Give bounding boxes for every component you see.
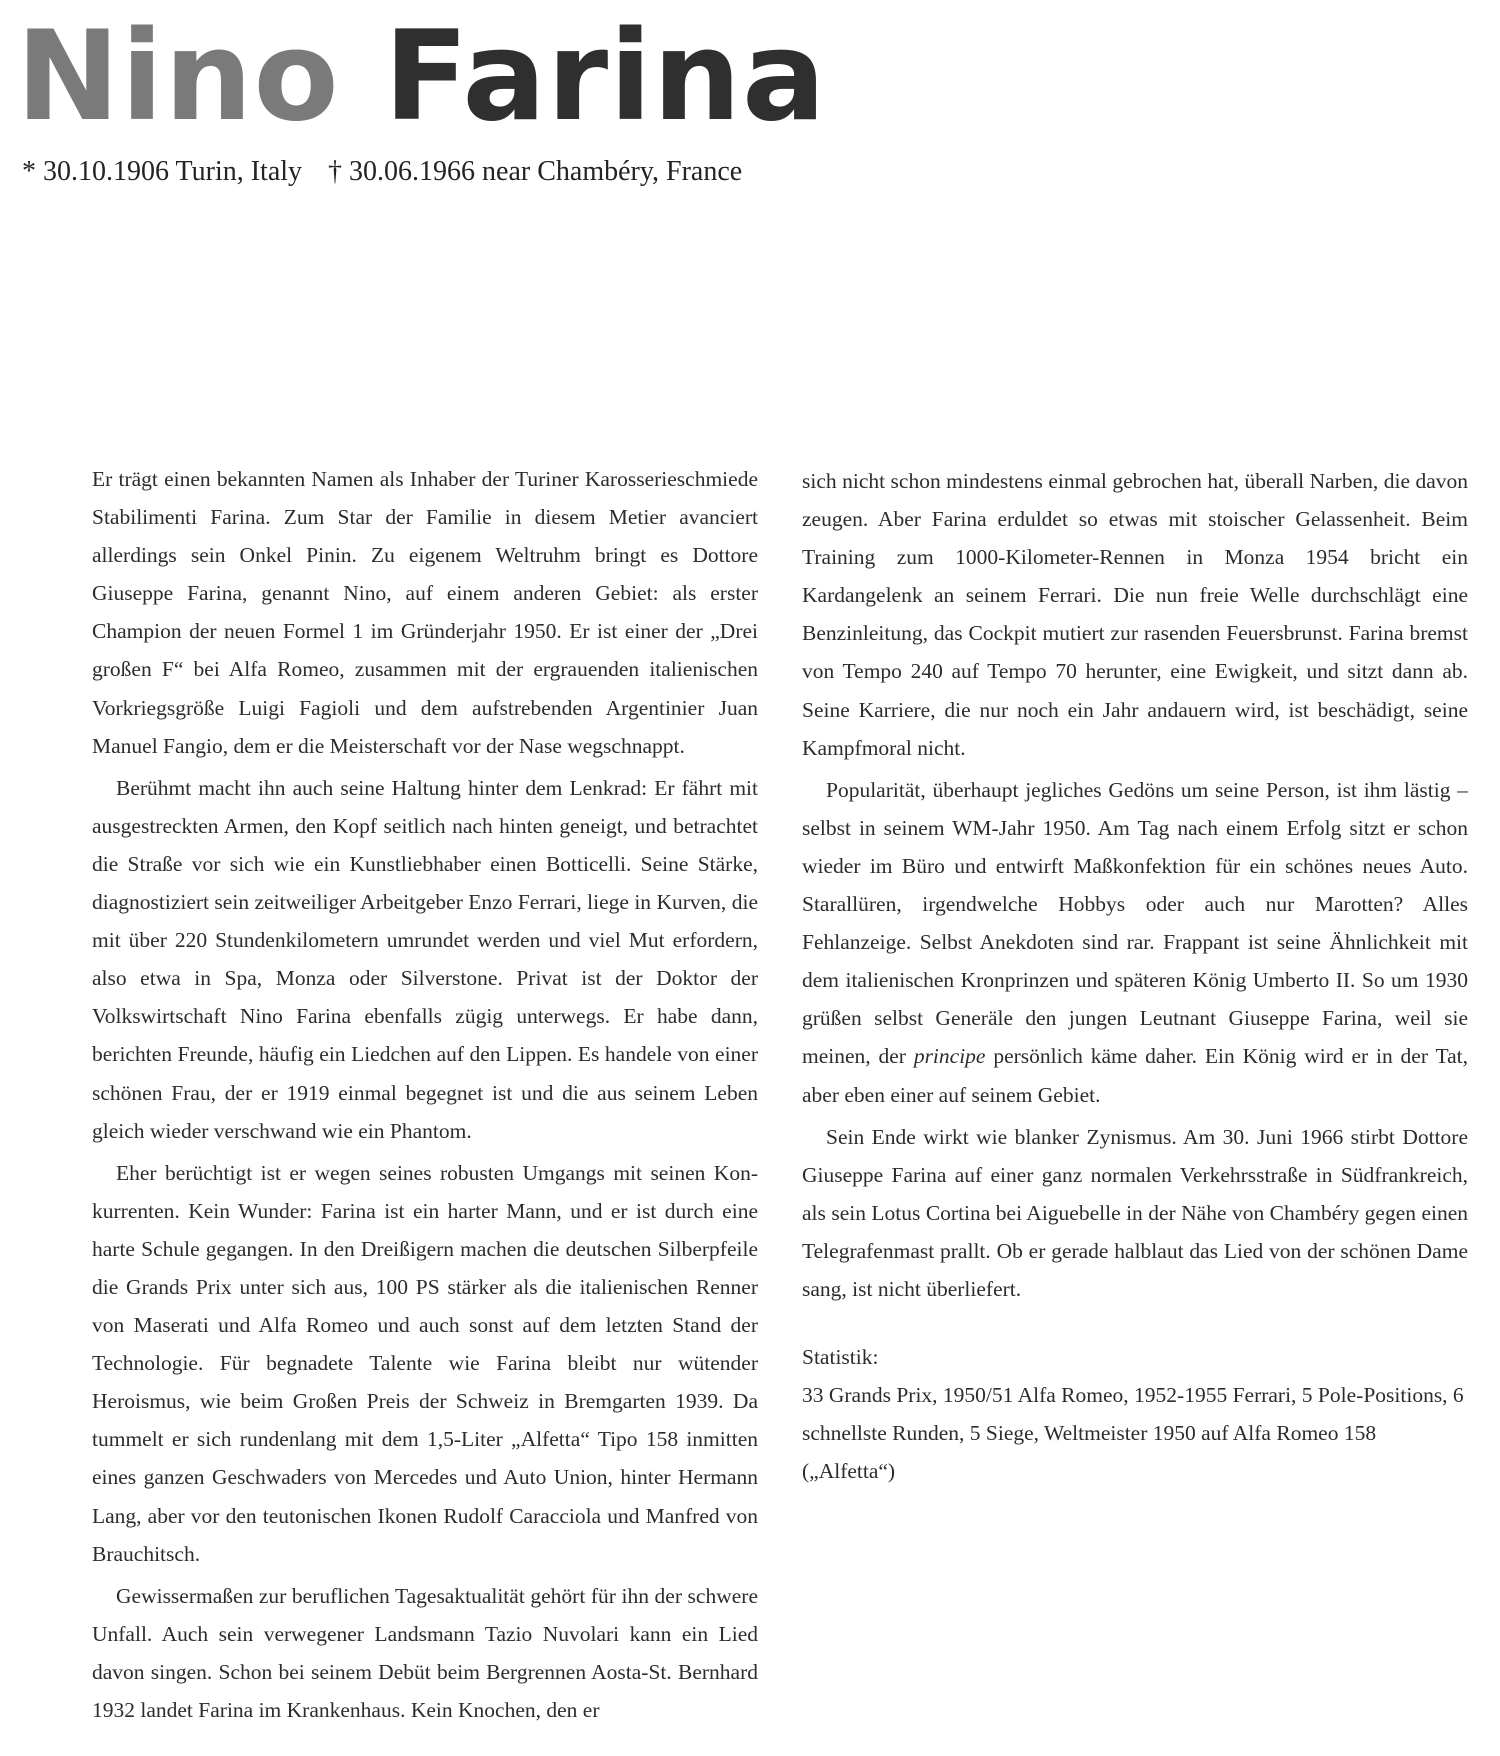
birth-info: * 30.10.1906 Turin, Italy <box>22 156 303 187</box>
article-paragraph-4-continued: sich nicht schon mindestens einmal gebrochen hat, überall Narben, die davon zeugen. Aber Farina erduldet so etwas mit stoischer Gelassenheit. Beim Training zum 1000-Kilometer-Rennen in Monza 1954 bricht ein Kardangelenk an seinem Ferrari. Die nun freie Welle durchschlägt eine Benzinleitung, das Cockpit mutiert zur rasenden Feuersbrunst. Farina bremst von Tempo 240 auf Tempo 70 herunter, eine Ewigkeit, und sitzt dann ab. Seine Karriere, die nur noch ein Jahr andauern wird, ist beschädigt, seine Kampfmoral nicht. <box>802 469 1468 760</box>
article-paragraph-1: Er trägt einen bekannten Namen als Inhaber der Turiner Karosserieschmiede Stabilimenti Farina. Zum Star der Familie in diesem Metier avanciert allerdings sein Onkel Pinin. Zu eigenem Weltruhm bringt es Dottore Giuseppe Farina, genannt Nino, auf einem anderen Gebiet: als erster Champion der neuen Formel 1 im Gründerjahr 1950. Er ist einer der „Drei großen F“ bei Alfa Romeo, zusammen mit der ergrauenden italienischen Vorkriegsgröße Luigi Fagioli und dem aufstrebenden Argentinier Juan Manuel Fangio, dem er die Meisterschaft vor der Nase wegschnappt. <box>92 467 758 758</box>
article-paragraph-2: Berühmt macht ihn auch seine Haltung hinter dem Lenkrad: Er fährt mit ausgestreckten Armen, den Kopf seitlich nach hinten geneigt, und betrachtet die Straße vor sich wie ein Kunstliebhaber einen Botticelli. Seine Stärke, diagnostiziert sein zeitweiliger Arbeitgeber Enzo Ferrari, liege in Kurven, die mit über 220 Stundenkilometern umrundet werden und viel Mut erfordern, also etwa in Spa, Monza oder Silverstone. Privat ist der Doktor der Volkswirtschaft Nino Farina ebenfalls zügig unterwegs. Er habe dann, berichten Freunde, häufig ein Liedchen auf den Lippen. Es handele von einer schönen Frau, der er 1919 einmal begegnet ist und die aus seinem Leben gleich wieder verschwand wie ein Phantom. <box>92 775 758 1143</box>
death-info: † 30.06.1966 near Chambéry, France <box>328 156 743 187</box>
statistics-label: Statistik: <box>802 1345 879 1370</box>
statistics-block <box>802 1338 1468 1490</box>
life-dates <box>22 152 742 192</box>
paragraph-5-text-a: Popularität, überhaupt jegliches Gedöns um seine Person, ist ihm lästig – selbst in seinem WM-Jahr 1950. Am Tag nach einem Erfolg sitzt er schon wieder im Büro und entwirft Maßkonfektion für ein schönes neues Auto. Starallüren, irgendwelche Hobbys oder auch nur Marotten? Alles Fehlanzeige. Selbst Anekdoten sind rar. Frappant ist seine Ähnlichkeit mit dem italienischen Kronprinzen und späteren König Umberto II. So um 1930 grüßen selbst Generäle den jungen Leutnant Giuseppe Farina, weil sie meinen, der <box>802 777 1468 1069</box>
article-paragraph-6: Sein Ende wirkt wie blanker Zynismus. Am 30. Juni 1966 stirbt Dottore Giuseppe Farina auf einer ganz normalen Verkehrsstraße in Südfrankreich, als sein Lotus Cortina bei Aiguebelle in der Nähe von Chambéry gegen einen Telegrafenmast prallt. Ob er gerade halblaut das Lied von der schönen Dame sang, ist nicht überliefert. <box>802 1124 1468 1301</box>
article-paragraph-3: Eher berüchtigt ist er wegen seines robusten Umgangs mit seinen Konkurrenten. Kein Wunder: Farina ist ein harter Mann, und er ist durch eine harte Schule gegangen. In den Dreißigern machen die deutschen Silberpfeile die Grands Prix unter sich aus, 100 PS stärker als die italienischen Renner von Maserati und Alfa Romeo und auch sonst auf dem letzten Stand der Technologie. Für begnadete Talente wie Farina bleibt nur wütender Heroismus, wie beim Großen Preis der Schweiz in Bremgarten 1939. Da tummelt er sich rundenlang mit dem 1,5-Liter „Alfetta“ Tipo 158 inmitten eines ganzen Geschwaders von Mercedes und Auto Union, hinter Hermann Lang, aber vor den teutonischen Ikonen Rudolf Caracciola und Manfred von Brauchitsch. <box>92 1160 758 1566</box>
paragraph-5-emphasis: principe <box>913 1044 986 1069</box>
article-column-left <box>92 460 758 1729</box>
article-column-right <box>802 462 1468 1490</box>
article-paragraph-5 <box>802 771 1468 1114</box>
title-last-name: Farina <box>383 5 827 149</box>
statistics-text: 33 Grands Prix, 1950/51 Alfa Romeo, 1952-1955 Ferrari, 5 Pole-Positions, 6 schnellste Runden, 5 Siege, Weltmeister 1950 auf Alfa Romeo 158 („Alfetta“) <box>802 1383 1464 1484</box>
page-title <box>16 5 827 149</box>
article-paragraph-4-start: Gewissermaßen zur beruflichen Tagesaktualität gehört für ihn der schwere Unfall. Auch sein verwegener Landsmann Tazio Nuvolari kann ein Lied davon singen. Schon bei seinem Debüt beim Bergrennen Aosta-St. Bernhard 1932 landet Farina im Krankenhaus. Kein Knochen, den er <box>92 1583 758 1722</box>
paragraph-5-text-b: persönlich käme daher. Ein König wird er in der Tat, aber eben einer auf seinem Gebiet. <box>802 1044 1468 1107</box>
title-first-name: Nino <box>16 5 340 149</box>
